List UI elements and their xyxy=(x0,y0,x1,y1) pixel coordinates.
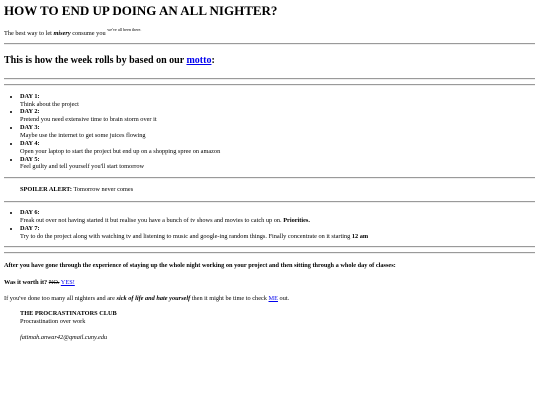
day-text: Think about the project xyxy=(20,100,79,108)
club-info xyxy=(20,310,535,326)
section-heading-prefix: This is how the week rolls by based on our xyxy=(4,55,187,67)
contact-email: fatimah.anwar42@qmail.cuny.edu xyxy=(20,333,108,341)
list-item xyxy=(20,225,535,241)
day-text: Try to do the project along with watching tv and listening to music and google-ing random things. Finally concentrate on it starting xyxy=(20,232,352,240)
divider xyxy=(4,43,535,45)
divider xyxy=(4,201,535,203)
day-text: Pretend you need extensive time to brain storm over it xyxy=(20,116,157,124)
day-label: DAY 6: xyxy=(20,209,40,217)
worth-no: NO. xyxy=(48,279,60,287)
day-bold-text: Priorities. xyxy=(283,216,310,224)
day-label: DAY 7: xyxy=(20,224,40,232)
divider xyxy=(4,246,535,248)
divider xyxy=(4,84,535,86)
list-item xyxy=(20,124,535,140)
after-text-bold: After you have gone through the experience of staying up the whole night working on your project and then sitting through a whole day of classes: xyxy=(4,261,396,269)
many-middle: then it might be time to check xyxy=(190,295,269,303)
list-item xyxy=(20,156,535,172)
page-title: HOW TO END UP DOING AN ALL NIGHTER? xyxy=(4,3,278,18)
list-item xyxy=(20,93,535,109)
intro-suffix: consume you xyxy=(70,30,106,38)
day-text: Open your laptop to start the project but end up on a shopping spree on amazon xyxy=(20,147,221,155)
spoiler-alert xyxy=(20,186,535,194)
spoiler-label: SPOILER ALERT: xyxy=(20,186,72,194)
spoiler-text: Tomorrow never comes xyxy=(71,186,134,194)
day-text: Feel guilty and tell yourself you'll start tomorrow xyxy=(20,163,145,171)
intro-prefix: The best way to let xyxy=(4,30,54,38)
intro-emphasis: misery xyxy=(53,30,71,38)
day-label: DAY 3: xyxy=(20,124,40,132)
motto-link[interactable]: motto xyxy=(186,55,212,67)
me-link[interactable]: ME xyxy=(268,295,278,303)
many-emphasis: sick of life and hate yourself xyxy=(116,295,191,303)
day-label: DAY 2: xyxy=(20,108,40,116)
divider xyxy=(4,78,535,80)
section-heading xyxy=(4,55,535,68)
after-text xyxy=(4,262,535,270)
intro-superscript: we've all been there. xyxy=(107,27,142,33)
yes-link[interactable]: YES! xyxy=(60,279,75,287)
divider xyxy=(4,177,535,179)
worth-line xyxy=(4,279,535,287)
day-text: Freak out over not having started it but realise you have a bunch of tv shows and movies to catch up on. xyxy=(20,216,284,224)
list-item xyxy=(20,140,535,156)
worth-question: Was it worth it? xyxy=(4,279,48,287)
list-item xyxy=(20,209,535,225)
day-label: DAY 5: xyxy=(20,155,40,163)
day-bold-text: 12 am xyxy=(351,232,369,240)
club-tagline: Procrastination over work xyxy=(20,317,86,325)
day-label: DAY 4: xyxy=(20,139,40,147)
many-suffix: out. xyxy=(277,295,290,303)
many-prefix: If you've done too many all nighters and are xyxy=(4,295,117,303)
day-label: DAY 1: xyxy=(20,92,40,100)
day-text: Maybe use the internet to get some juices flowing xyxy=(20,131,146,139)
club-name: THE PROCRASTINATORS CLUB xyxy=(20,310,117,318)
days-list xyxy=(4,93,535,172)
intro-text xyxy=(4,27,535,38)
divider xyxy=(4,252,535,254)
list-item xyxy=(20,108,535,124)
days-list-2 xyxy=(4,209,535,240)
section-heading-suffix: : xyxy=(211,55,215,67)
many-all-nighters-text xyxy=(4,295,535,303)
